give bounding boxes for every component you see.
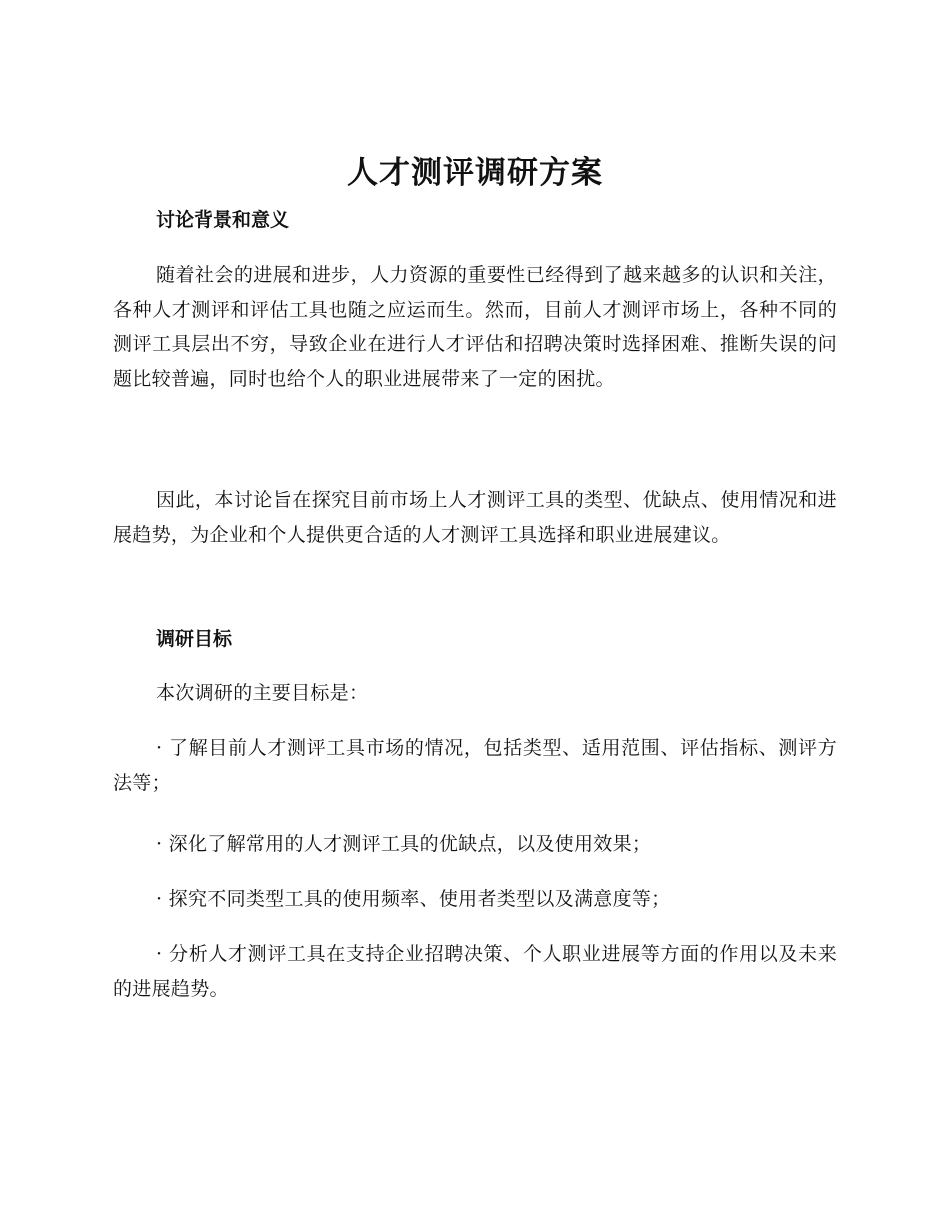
- document-title: 人才测评调研方案: [347, 155, 603, 191]
- list-item: · 了解目前人才测评工具市场的情况，包括类型、适用范围、评估指标、测评方法等；: [113, 737, 837, 794]
- section-heading-goals: 调研目标: [156, 628, 233, 650]
- paragraph-purpose: 因此，本讨论旨在探究目前市场上人才测评工具的类型、优缺点、使用情况和进展趋势，为企业和个人提供更合适的人才测评工具选择和职业进展建议。: [113, 489, 837, 546]
- paragraph-background: 随着社会的进展和进步，人力资源的重要性已经得到了越来越多的认识和关注，各种人才测评和评估工具也随之应运而生。然而，目前人才测评市场上，各种不同的测评工具层出不穷，导致企业在进行人才评估和招聘决策时选择困难、推断失误的问题比较普遍，同时也给个人的职业进展带来了一定的困扰。: [113, 264, 837, 390]
- section-heading-background: 讨论背景和意义: [156, 209, 290, 231]
- list-item: · 分析人才测评工具在支持企业招聘决策、个人职业进展等方面的作用以及未来的进展趋势。: [113, 943, 837, 1000]
- list-item: · 深化了解常用的人才测评工具的优缺点，以及使用效果；: [156, 833, 652, 855]
- list-item: · 探究不同类型工具的使用频率、使用者类型以及满意度等；: [156, 888, 671, 910]
- paragraph-goals-intro: 本次调研的主要目标是：: [156, 682, 369, 704]
